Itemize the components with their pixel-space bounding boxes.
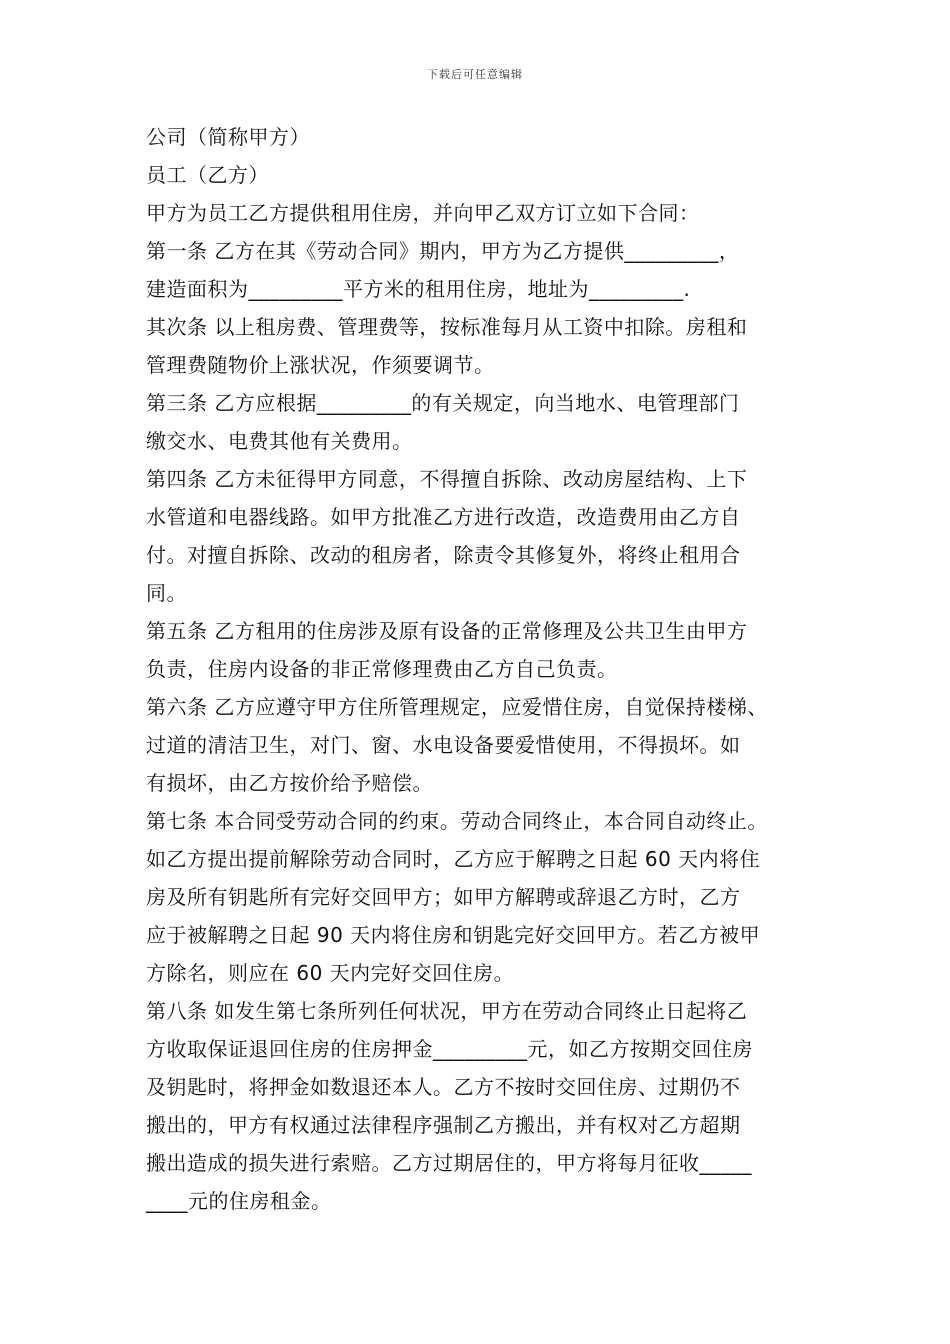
text-line: 管理费随物价上涨状况，作须要调节。 [146,353,495,377]
text-line: 公司（简称甲方） [146,125,310,149]
text-line: 缴交水、电费其他有关费用。 [146,429,413,453]
text-line: 方收取保证退回住房的住房押金_________元，如乙方按期交回住房 [146,1037,753,1061]
text-line: 及钥匙时，将押金如数退还本人。乙方不按时交回住房、过期仍不 [146,1075,741,1099]
text-line: 员工（乙方） [146,163,269,187]
text-line: 其次条 以上租房费、管理费等，按标准每月从工资中扣除。房租和 [146,315,748,339]
text-line: 方除名，则应在 60 天内完好交回住房。 [146,961,515,985]
text-line: 水管道和电器线路。如甲方批准乙方进行改造，改造费用由乙方自 [146,505,741,529]
text-line: ____元的住房租金。 [146,1189,332,1213]
text-line: 有损坏，由乙方按价给予赔偿。 [146,771,433,795]
text-line: 房及所有钥匙所有完好交回甲方；如甲方解聘或辞退乙方时，乙方 [146,885,741,909]
text-line: 甲方为员工乙方提供租用住房，并向甲乙双方订立如下合同： [146,201,700,225]
text-line: 搬出造成的损失进行索赔。乙方过期居住的，甲方将每月征收_____ [146,1151,752,1175]
text-line: 应于被解聘之日起 90 天内将住房和钥匙完好交回甲方。若乙方被甲 [146,923,761,947]
text-line: 过道的清洁卫生，对门、窗、水电设备要爱惜使用，不得损坏。如 [146,733,741,757]
text-line: 付。对擅自拆除、改动的租房者，除责令其修复外，将终止租用合 [146,543,741,567]
text-line: 负责，住房内设备的非正常修理费由乙方自己负责。 [146,657,618,681]
text-line: 第五条 乙方租用的住房涉及原有设备的正常修理及公共卫生由甲方 [146,619,748,643]
text-line: 第七条 本合同受劳动合同的约束。劳动合同终止，本合同自动终止。 [146,809,768,833]
page-header: 下载后可任意编辑 [427,68,523,81]
text-line: 搬出的，甲方有权通过法律程序强制乙方搬出，并有权对乙方超期 [146,1113,741,1137]
text-line: 第一条 乙方在其《劳动合同》期内，甲方为乙方提供_________， [146,239,740,263]
text-line: 第三条 乙方应根据_________的有关规定，向当地水、电管理部门 [146,391,740,415]
text-line: 如乙方提出提前解除劳动合同时，乙方应于解聘之日起 60 天内将住 [146,847,761,871]
text-line: 第六条 乙方应遵守甲方住所管理规定，应爱惜住房，自觉保持楼梯、 [146,695,768,719]
text-line: 第四条 乙方未征得甲方同意，不得擅自拆除、改动房屋结构、上下 [146,467,748,491]
text-line: 建造面积为_________平方米的租用住房，地址为_________. [146,277,691,301]
contract-body [146,118,814,1220]
text-line: 同。 [146,581,187,605]
text-line: 第八条 如发生第七条所列任何状况，甲方在劳动合同终止日起将乙 [146,999,748,1023]
